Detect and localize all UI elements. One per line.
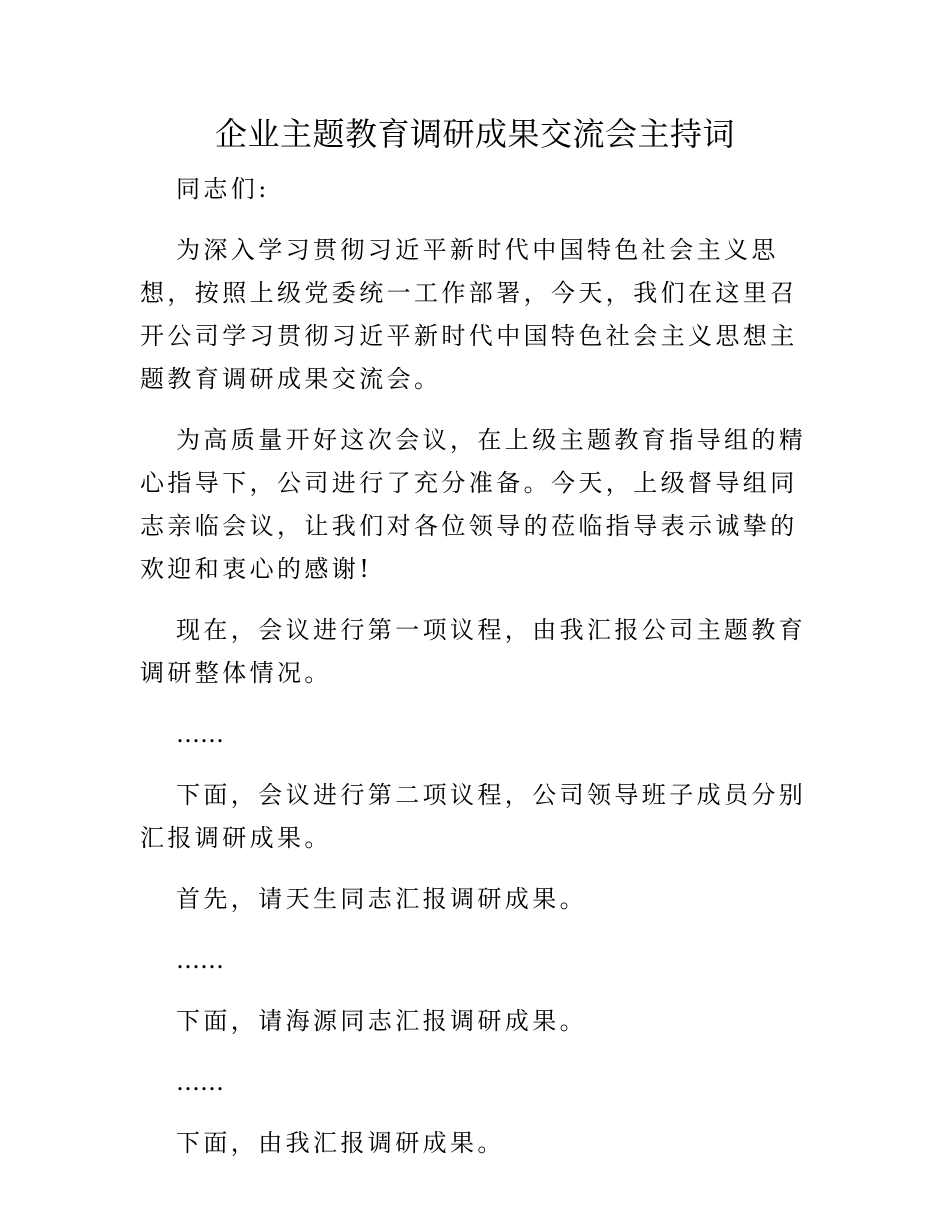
paragraph-ellipsis: …… (176, 720, 224, 748)
paragraph-salutation: 同志们: (176, 175, 270, 203)
paragraph: 下面，由我汇报调研成果。 (176, 1129, 505, 1157)
paragraph: 现在，会议进行第一项议程，由我汇报公司主题教育调研整体情况。 (140, 616, 807, 687)
paragraph-ellipsis: …… (176, 946, 224, 974)
paragraph: 为深入学习贯彻习近平新时代中国特色社会主义思想，按照上级党委统一工作部署，今天，我们在这里召开公司学习贯彻习近平新时代中国特色社会主义思想主题教育调研成果交流会。 (140, 236, 798, 393)
document-body (140, 168, 812, 1183)
paragraph-ellipsis: …… (176, 1068, 224, 1096)
paragraph: 为高质量开好这次会议，在上级主题教育指导组的精心指导下，公司进行了充分准备。今天，上级督导组同志亲临会议，让我们对各位领导的莅临指导表示诚挚的欢迎和衷心的感谢! (140, 426, 807, 583)
paragraph: 下面，会议进行第二项议程，公司领导班子成员分别汇报调研成果。 (140, 781, 807, 852)
document-title: 企业主题教育调研成果交流会主持词 (214, 115, 735, 153)
paragraph: 下面，请海源同志汇报调研成果。 (176, 1007, 587, 1035)
paragraph: 首先，请天生同志汇报调研成果。 (176, 885, 587, 913)
